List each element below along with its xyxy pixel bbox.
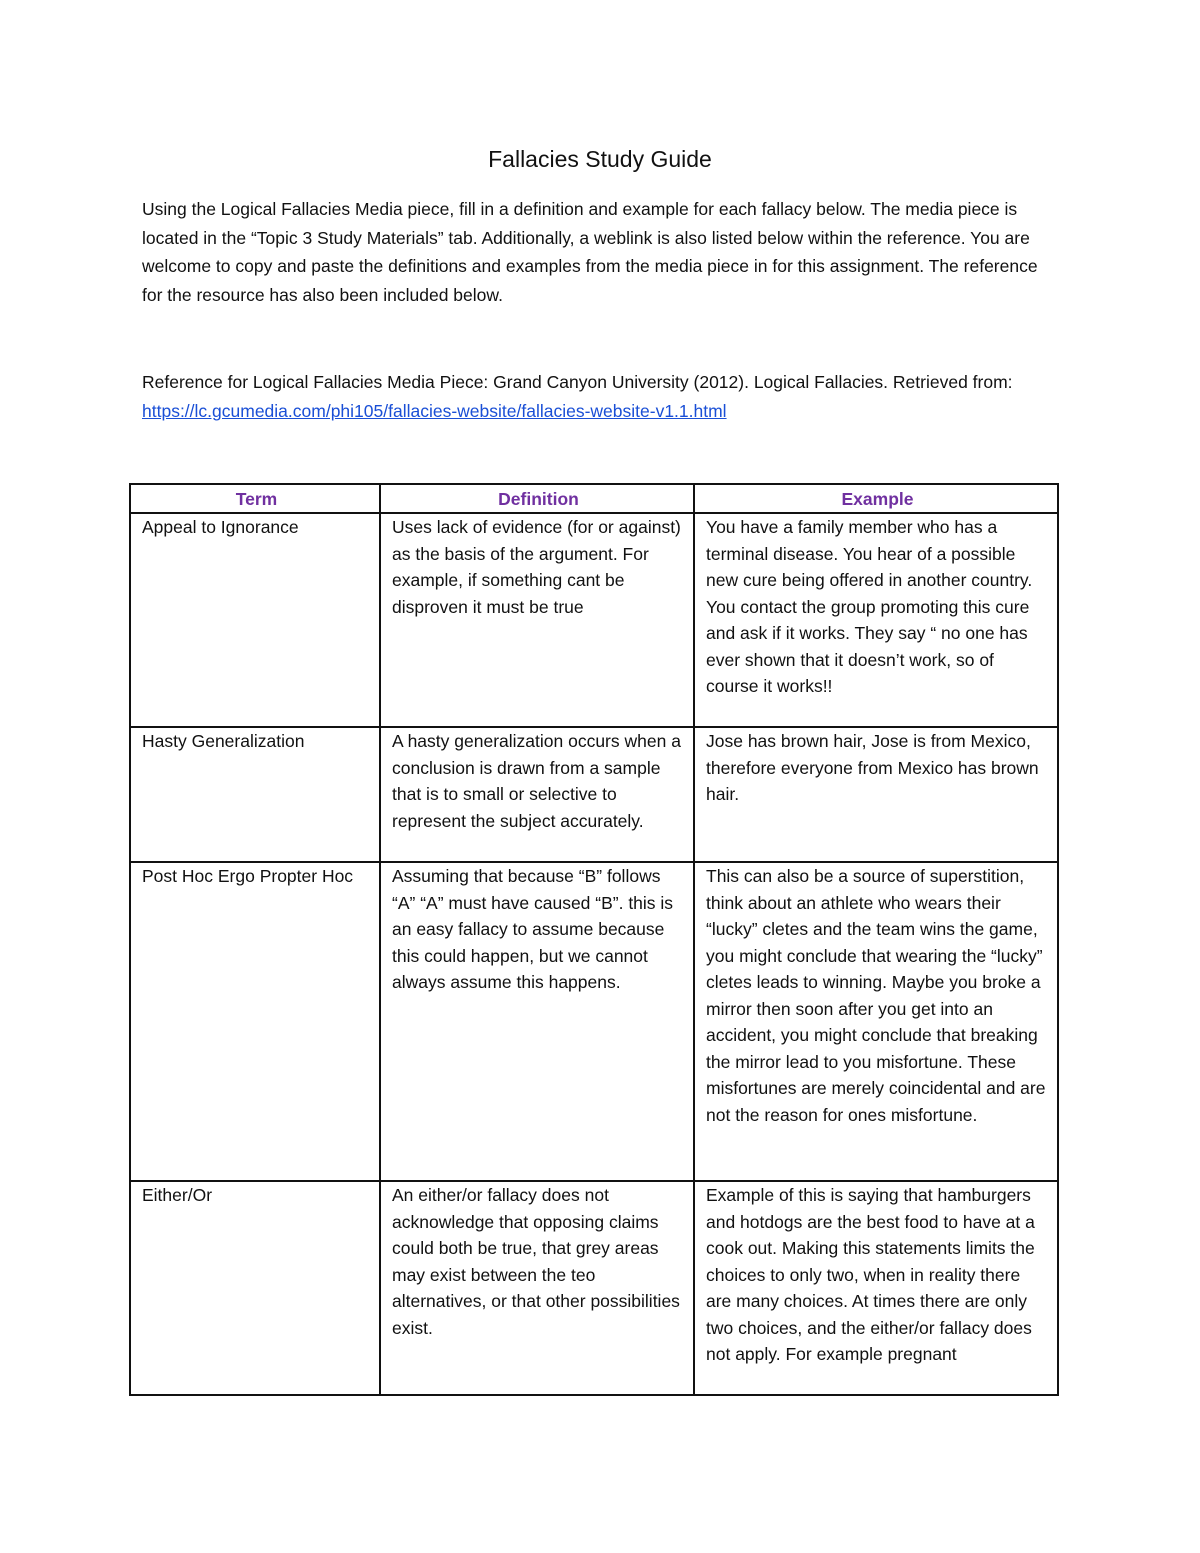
header-example: Example [694,484,1058,513]
table-row [130,513,1058,727]
table-row [130,727,1058,862]
term-cell: Either/Or [130,1181,380,1395]
definition-cell: A hasty generalization occurs when a conclusion is drawn from a sample that is to small or selective to represent the subject accurately. [380,727,694,862]
definition-cell: Assuming that because “B” follows “A” “A” must have caused “B”. this is an easy fallacy to assume because this could happen, but we cannot always assume this happens. [380,862,694,1181]
header-definition: Definition [380,484,694,513]
reference-paragraph [142,368,1062,425]
example-cell: You have a family member who has a terminal disease. You hear of a possible new cure being offered in another country. You contact the group promoting this cure and ask if it works. They say “ no one has ever shown that it doesn’t work, so of course it works!! [694,513,1058,727]
term-cell: Post Hoc Ergo Propter Hoc [130,862,380,1181]
example-cell: This can also be a source of superstition, think about an athlete who wears their “lucky” cletes and the team wins the game, you might conclude that wearing the “lucky” cletes leads to winning. Maybe you broke a mirror then soon after you get into an accident, you might conclude that breaking the mirror lead to you misfortune. These misfortunes are merely coincidental and are not the reason for ones misfortune. [694,862,1058,1181]
definition-cell: Uses lack of evidence (for or against) as the basis of the argument. For example, if something cant be disproven it must be true [380,513,694,727]
term-cell: Hasty Generalization [130,727,380,862]
intro-paragraph: Using the Logical Fallacies Media piece, fill in a definition and example for each fallacy below. The media piece is located in the “Topic 3 Study Materials” tab. Additionally, a weblink is also listed below within the reference. You are welcome to copy and paste the definitions and examples from the media piece in for this assignment. The reference for the resource has also been included below. [142,199,1038,305]
definition-cell: An either/or fallacy does not acknowledge that opposing claims could both be true, that grey areas may exist between the teo alternatives, or that other possibilities exist. [380,1181,694,1395]
example-cell: Jose has brown hair, Jose is from Mexico, therefore everyone from Mexico has brown hair. [694,727,1058,862]
table-row [130,862,1058,1181]
table-row [130,1181,1058,1395]
table-header-row [130,484,1058,513]
reference-link[interactable]: https://lc.gcumedia.com/phi105/fallacies-website/fallacies-website-v1.1.html [142,400,727,421]
fallacies-table [129,483,1059,1396]
header-term: Term [130,484,380,513]
term-cell: Appeal to Ignorance [130,513,380,727]
page-title: Fallacies Study Guide [488,146,712,172]
example-cell: Example of this is saying that hamburgers and hotdogs are the best food to have at a cook out. Making this statements limits the choices to only two, when in reality there are many choices. At times there are only two choices, and the either/or fallacy does not apply. For example pregnant [694,1181,1058,1395]
reference-text: Reference for Logical Fallacies Media Piece: Grand Canyon University (2012). Logical Fallacies. Retrieved from: [142,372,1013,392]
